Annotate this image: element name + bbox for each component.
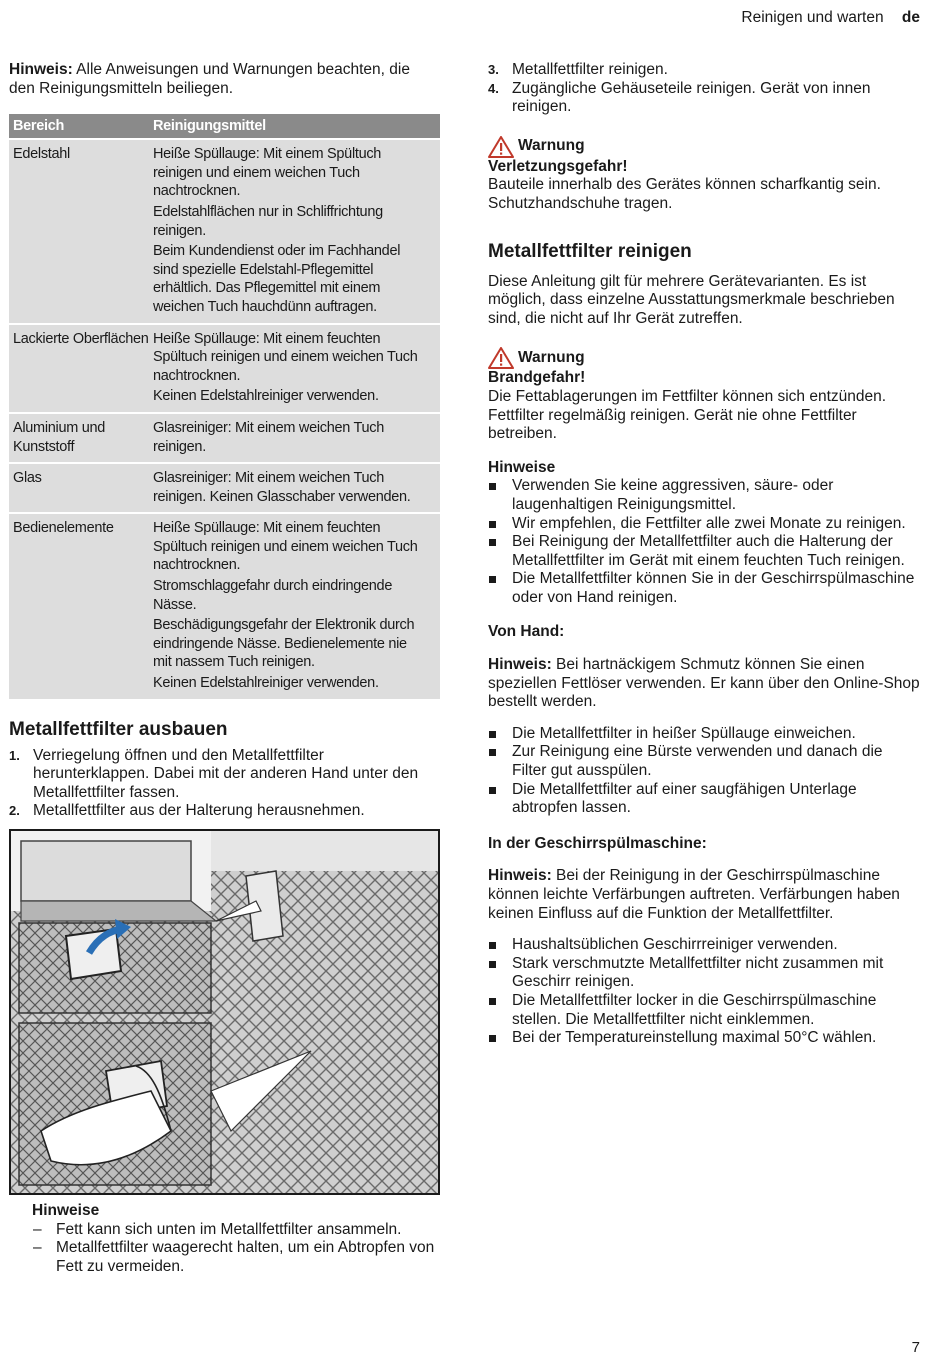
list-item (488, 61, 920, 80)
hints-list (488, 477, 920, 607)
cleaning-agent-note (9, 61, 440, 98)
table-header-area: Bereich (13, 117, 65, 134)
page-number: 7 (911, 1339, 920, 1356)
table-cell-text: Keinen Edelstahlreiniger verwenden. (153, 388, 379, 405)
dash-marker: – (33, 1220, 42, 1238)
table-cell-text: Stromschlaggefahr durch eindringende Nässe. (153, 578, 393, 613)
table-cell-area: Lackierte Oberflächen (13, 330, 149, 347)
table-row (9, 462, 440, 512)
table-row (9, 512, 440, 698)
warning-subtitle: Brandgefahr! (488, 369, 586, 387)
notes-heading: Hinweise (32, 1202, 100, 1219)
list-item: Stark verschmutzte Metallfettfilter nicht zusammen mit Geschirr reinigen. (488, 955, 920, 992)
warning-text: Bauteile innerhalb des Gerätes können scharfkantig sein. Schutzhandschuhe tragen. (488, 176, 881, 212)
step-text: Zugängliche Gehäuseteile reinigen. Gerät von innen reinigen. (512, 79, 871, 116)
table-cell-area: Aluminium und Kunststoff (13, 419, 106, 455)
by-hand-steps (488, 725, 920, 818)
warning-fire-title (488, 347, 920, 369)
by-hand-note (488, 656, 920, 712)
cleaning-table (9, 114, 440, 698)
table-row (9, 412, 440, 462)
step-number: 4. (488, 80, 499, 96)
table-cell-text: Glasreiniger: Mit einem weichen Tuch reinigen. Keinen Glasschaber verwenden. (153, 470, 411, 505)
notes-list (32, 1221, 440, 1277)
note-text: Bei hartnäckigem Schmutz können Sie einen speziellen Fettlöser verwenden. Er kann über den Online-Shop bestellt werden. (488, 656, 920, 711)
step-text: Verriegelung öffnen und den Metallfettfilter herunterklappen. Dabei mit der anderen Hand unter den Metallfettfilter fassen. (33, 746, 419, 801)
table-cell-text: Keinen Edelstahlreiniger verwenden. (153, 675, 379, 692)
remove-filter-heading: Metallfettfilter ausbauen (9, 718, 228, 740)
list-item (32, 1221, 440, 1240)
clean-filter-heading: Metallfettfilter reinigen (488, 240, 692, 262)
list-item (9, 802, 440, 821)
warning-text: Die Fettablagerungen im Fettfilter können sich entzünden. Fettfilter regelmäßig reinigen. Gerät nie ohne Fettfilter betreiben. (488, 387, 887, 443)
remove-steps (9, 747, 440, 821)
warning-triangle-icon (488, 136, 514, 158)
warning-label: Warnung (518, 349, 585, 367)
table-row (9, 323, 440, 412)
note-item-text: Fett kann sich unten im Metallfettfilter ansammeln. (56, 1220, 402, 1238)
step-number: 2. (9, 803, 20, 819)
table-cell-text: Beschädigungsgefahr der Elektronik durch eindringende Nässe. Bedienelemente nie mit nassem Tuch reinigen. (153, 617, 415, 671)
table-cell-area: Glas (13, 470, 42, 487)
note-label: Hinweis: (488, 867, 552, 885)
step-number: 1. (9, 747, 20, 763)
table-cell-text: Edelstahlflächen nur in Schliffrichtung reinigen. (153, 203, 383, 239)
list-item (32, 1239, 440, 1276)
list-item (488, 80, 920, 117)
table-header-agent: Reinigungsmittel (153, 117, 266, 134)
list-item: Die Metallfettfilter in heißer Spüllauge einweichen. (488, 725, 920, 744)
dishwasher-heading: In der Geschirrspülmaschine: (488, 834, 707, 852)
left-column (9, 61, 440, 1276)
list-item: Die Metallfettfilter auf einer saugfähigen Unterlage abtropfen lassen. (488, 781, 920, 818)
table-cell-area: Bedienelemente (13, 520, 114, 537)
clean-intro: Diese Anleitung gilt für mehrere Gerätevarianten. Es ist möglich, dass einzelne Ausstattungsmerkmale beschrieben sind, die nicht auf Ihr Gerät zutreffen. (488, 272, 895, 327)
note-text: Alle Anweisungen und Warnungen beachten, die den Reinigungsmitteln beiliegen. (9, 61, 410, 97)
step-text: Metallfettfilter reinigen. (512, 61, 668, 78)
note-item-text: Metallfettfilter waagerecht halten, um ein Abtropfen von Fett zu vermeiden. (56, 1239, 435, 1275)
table-cell-text: Heiße Spüllauge: Mit einem Spültuch reinigen und einem weichen Tuch nachtrocknen. (153, 146, 382, 200)
list-item: Verwenden Sie keine aggressiven, säure- oder laugenhaltigen Reinigungsmittel. (488, 477, 920, 514)
page-header (741, 9, 920, 27)
warning-triangle-icon (488, 347, 514, 369)
header-language: de (901, 9, 920, 26)
warning-label: Warnung (518, 137, 585, 155)
filter-removal-illustration (9, 829, 440, 1195)
right-column (488, 61, 920, 1048)
table-cell-text: Beim Kundendienst oder im Fachhandel sind spezielle Edelstahl-Pflegemittel erhältlich. Das Pflegemittel mit einem weichen Tuch hauchdünn auftragen. (153, 243, 401, 315)
note-label: Hinweis: (9, 61, 73, 78)
hints-heading: Hinweise (488, 458, 556, 476)
note-text: Bei der Reinigung in der Geschirrspülmaschine können leichte Verfärbungen auftreten. Verfärbungen haben keinen Einfluss auf die Funktion der Metallfettfilter. (488, 867, 900, 922)
list-item: Bei der Temperatureinstellung maximal 50°C wählen. (488, 1029, 920, 1048)
table-row (9, 138, 440, 322)
dishwasher-steps (488, 936, 920, 1048)
table-cell-text: Heiße Spüllauge: Mit einem feuchten Spültuch reinigen und einem weichen Tuch nachtrocknen. (153, 520, 418, 574)
step-text: Metallfettfilter aus der Halterung herausnehmen. (33, 802, 365, 820)
filter-illustration-drawing (11, 831, 438, 1193)
list-item (9, 747, 440, 803)
table-header (9, 114, 440, 138)
list-item: Die Metallfettfilter können Sie in der Geschirrspülmaschine oder von Hand reinigen. (488, 570, 920, 607)
step-number: 3. (488, 62, 499, 77)
header-section-title: Reinigen und warten (741, 9, 884, 26)
table-cell-text: Heiße Spüllauge: Mit einem feuchten Spültuch reinigen und einem weichen Tuch nachtrocknen. (153, 330, 418, 384)
list-item: Wir empfehlen, die Fettfilter alle zwei Monate zu reinigen. (488, 515, 920, 534)
table-cell-area: Edelstahl (13, 146, 70, 163)
list-item: Zur Reinigung eine Bürste verwenden und danach die Filter gut ausspülen. (488, 743, 920, 780)
warning-injury-title (488, 136, 920, 158)
list-item: Haushaltsüblichen Geschirrreiniger verwenden. (488, 936, 920, 955)
list-item: Bei Reinigung der Metallfettfilter auch die Halterung der Metallfettfilter im Gerät mit einem feuchten Tuch reinigen. (488, 533, 920, 570)
dishwasher-note (488, 867, 920, 923)
dash-marker: – (33, 1239, 42, 1257)
list-item: Die Metallfettfilter locker in die Geschirrspülmaschine stellen. Die Metallfettfilter nicht einklemmen. (488, 992, 920, 1029)
table-cell-text: Glasreiniger: Mit einem weichen Tuch reinigen. (153, 419, 384, 455)
cleanup-steps (488, 61, 920, 117)
note-label: Hinweis: (488, 656, 552, 674)
by-hand-heading: Von Hand: (488, 623, 565, 641)
warning-subtitle: Verletzungsgefahr! (488, 157, 628, 175)
